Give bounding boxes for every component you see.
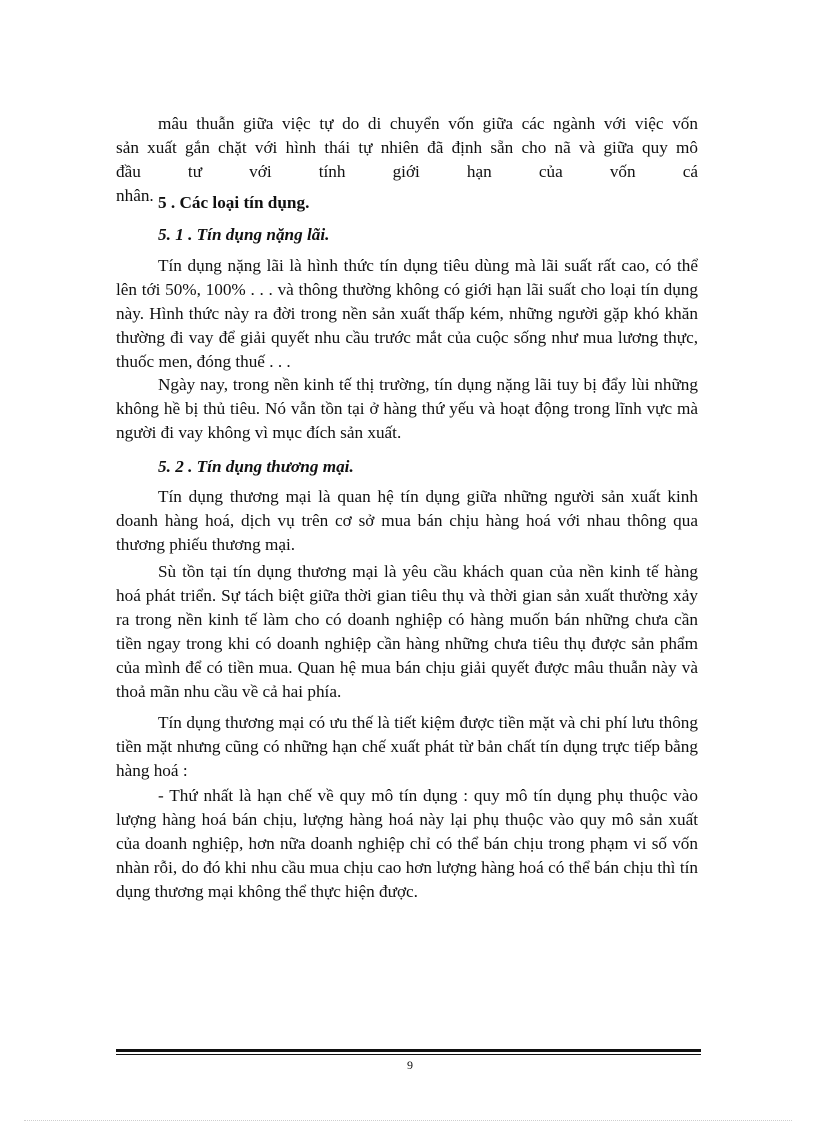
subsection-heading-text: 5. 1 . Tín dụng nặng lãi. <box>158 225 330 244</box>
section-heading <box>158 191 698 215</box>
paragraph <box>116 711 698 783</box>
text-line: mâu thuẫn giữa việc tự do di chuyển vốn giữa các ngành với việc vốn <box>158 114 698 133</box>
paragraph <box>116 485 698 557</box>
paragraph-text: Tín dụng thương mại là quan hệ tín dụng giữa những người sản xuất kinh doanh hàng hoá, dịch vụ trên cơ sở mua bán chịu hàng hoá với nhau thông qua thương phiếu thương mại. <box>116 487 698 554</box>
paragraph-continuation <box>158 112 698 136</box>
paragraph-text: Tín dụng nặng lãi là hình thức tín dụng tiêu dùng mà lãi suất rất cao, có thể lên tới 50%, 100% . . . và thông thường không có giới hạn lãi suất cho loại tín dụng này. Hình thức này ra đời trong nền sản xuất thấp kém, những người gặp khó khăn thường đi vay để giải quyết nhu cầu trước mắt của cuộc sống như mua lương thực, thuốc men, đóng thuế . . . <box>116 256 698 371</box>
paragraph-text: Sù tồn tại tín dụng thương mại là yêu cầu khách quan của nền kinh tế hàng hoá phát triển. Sự tách biệt giữa thời gian tiêu thụ và thời gian sản xuất thường xảy ra trong nền kinh tế làm cho có doanh nghiệp có hàng muốn bán những chưa cần tiền ngay trong khi có doanh nghiệp cần hàng những chưa tiêu thụ được sản phẩm của mình để có tiền mua. Quan hệ mua bán chịu giải quyết được mâu thuẫn này và thoả mãn nhu cầu về cả hai phía. <box>116 562 698 701</box>
paragraph-continuation-line2 <box>116 136 698 160</box>
text-line: đầu tư với tính giới hạn của vốn cá nhân. <box>116 162 698 205</box>
paragraph-bullet <box>116 784 698 904</box>
paragraph <box>116 560 698 704</box>
footer-rule-thin <box>116 1054 701 1055</box>
paragraph <box>116 254 698 374</box>
paragraph-text: Tín dụng thương mại có ưu thế là tiết kiệm được tiền mặt và chi phí lưu thông tiền mặt nhưng cũng có những hạn chế xuất phát từ bản chất tín dụng trực tiếp bằng hàng hoá : <box>116 713 698 780</box>
paragraph-text: - Thứ nhất là hạn chế về quy mô tín dụng : quy mô tín dụng phụ thuộc vào lượng hàng hoá bán chịu, lượng hàng hoá này lại phụ thuộc vào quy mô sản xuất của doanh nghiệp, hơn nữa doanh nghiệp chỉ có thể bán chịu trong phạm vi số vốn nhàn rỗi, do đó khi nhu cầu mua chịu cao hơn lượng hàng hoá có thể bán chịu thì tín dụng thương mại không thể thực hiện được. <box>116 786 698 901</box>
subsection-heading <box>158 223 698 247</box>
page-edge-divider <box>24 1120 792 1121</box>
paragraph <box>116 373 698 445</box>
section-heading-text: 5 . Các loại tín dụng. <box>158 193 310 212</box>
subsection-heading <box>158 455 698 479</box>
paragraph-text: Ngày nay, trong nền kinh tế thị trường, tín dụng nặng lãi tuy bị đẩy lùi những không hề bị thủ tiêu. Nó vẫn tồn tại ở hàng thứ yếu và hoạt động trong lĩnh vực mà người đi vay không vì mục đích sản xuất. <box>116 375 698 442</box>
text-line: sản xuất gắn chặt với hình thái tự nhiên đã định sẵn cho nã và giữa quy mô <box>116 138 698 157</box>
subsection-heading-text: 5. 2 . Tín dụng thương mại. <box>158 457 354 476</box>
page-number: 9 <box>407 1058 413 1072</box>
footer-rule-thick <box>116 1049 701 1052</box>
